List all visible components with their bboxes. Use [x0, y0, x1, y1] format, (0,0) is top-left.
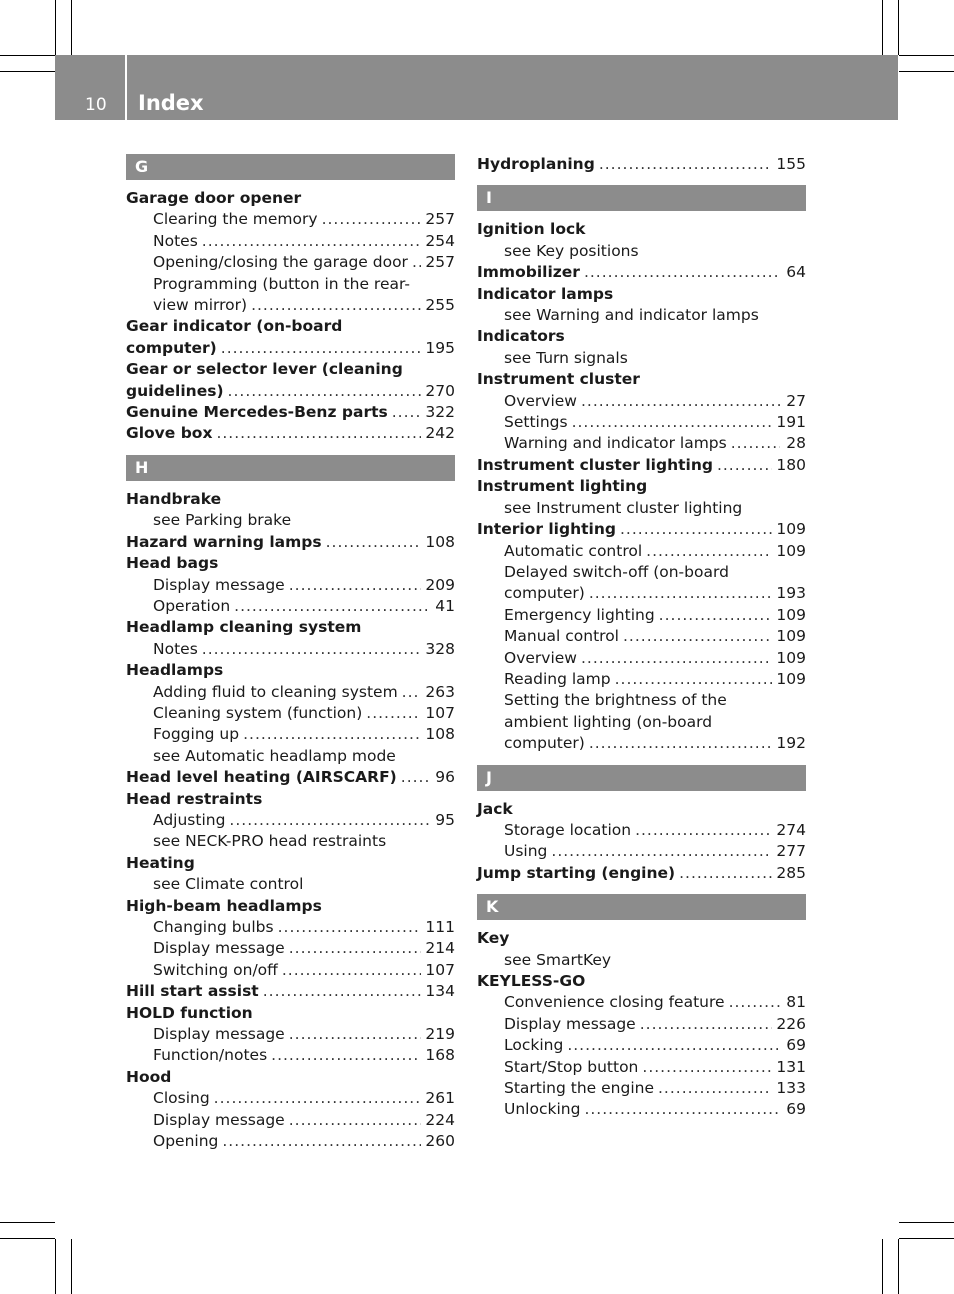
dot-leader — [243, 724, 421, 745]
index-entry-label: Head level heating (AIRSCARF) — [126, 768, 397, 787]
page-reference: 107 — [425, 703, 455, 722]
index-entry — [126, 617, 455, 638]
crop-mark — [0, 1238, 55, 1239]
dot-leader — [729, 992, 780, 1013]
index-entry — [477, 369, 806, 390]
index-entry-label: Hill start assist — [126, 982, 259, 1001]
index-subentry-text: see Key positions — [504, 241, 639, 260]
index-entry — [477, 605, 806, 626]
index-entry — [477, 562, 806, 583]
index-heading: Hood — [126, 1067, 172, 1086]
dot-leader — [635, 820, 772, 841]
index-heading: Ignition lock — [477, 220, 586, 239]
dot-leader — [642, 1057, 772, 1078]
page-reference: 254 — [425, 231, 455, 250]
dot-leader — [289, 1110, 422, 1131]
index-entry — [126, 553, 455, 574]
page-reference: 107 — [425, 960, 455, 979]
dot-leader — [412, 252, 421, 273]
index-entry-label: Immobilizer — [477, 263, 580, 282]
page-reference: 109 — [776, 541, 806, 560]
page-reference: 168 — [425, 1046, 455, 1065]
crop-mark — [55, 1239, 56, 1294]
index-subentry-text: see NECK-PRO head restraints — [153, 832, 387, 851]
page-reference: 257 — [425, 253, 455, 272]
section-letter-bar: G — [126, 154, 455, 180]
index-heading: HOLD function — [126, 1003, 253, 1022]
dot-leader — [289, 575, 422, 596]
index-column-left — [126, 154, 455, 1152]
index-subentry-text: see Parking brake — [153, 511, 292, 530]
index-entry — [126, 746, 455, 767]
index-heading: Heating — [126, 853, 195, 872]
index-entry-label: computer) — [504, 584, 585, 603]
index-entry — [477, 455, 806, 476]
index-heading: Gear or selector lever (cleaning — [126, 360, 403, 379]
page-reference: 81 — [786, 993, 806, 1012]
dot-leader — [366, 703, 421, 724]
dot-leader — [567, 1035, 780, 1056]
page-title: Index — [138, 91, 204, 115]
index-entry-label: Using — [504, 842, 548, 861]
dot-leader — [229, 810, 429, 831]
index-entry — [126, 853, 455, 874]
index-entry-label: Notes — [153, 231, 198, 250]
index-entry — [126, 188, 455, 209]
index-subentry-text: Delayed switch-off (on-board — [504, 562, 729, 581]
page-reference: 69 — [786, 1100, 806, 1119]
index-entry — [477, 326, 806, 347]
crop-mark — [55, 0, 56, 55]
index-entry — [477, 305, 806, 326]
index-entry-label: Automatic control — [504, 541, 643, 560]
dot-leader — [551, 841, 772, 862]
index-subentry-text: see Instrument cluster lighting — [504, 498, 743, 517]
index-entry-label: Instrument cluster lighting — [477, 455, 713, 474]
page-reference: 274 — [776, 820, 806, 839]
page-header — [55, 55, 898, 120]
index-entry — [126, 381, 455, 402]
index-entry-label: Hydroplaning — [477, 155, 595, 173]
index-entry — [477, 348, 806, 369]
index-entry — [477, 241, 806, 262]
page-reference: 260 — [425, 1132, 455, 1151]
index-subentry-text: see SmartKey — [504, 950, 612, 969]
index-heading: Instrument lighting — [477, 477, 648, 496]
dot-leader — [589, 583, 773, 604]
page-reference: 209 — [425, 575, 455, 594]
page-reference: 224 — [425, 1110, 455, 1129]
index-entry — [477, 1014, 806, 1035]
index-entry-label: Genuine Mercedes-Benz parts — [126, 403, 388, 422]
header-divider — [125, 55, 127, 120]
page-reference: 109 — [776, 605, 806, 624]
page-number: 10 — [85, 95, 107, 115]
dot-leader — [234, 596, 429, 617]
index-entry — [126, 639, 455, 660]
page-reference: 219 — [425, 1025, 455, 1044]
dot-leader — [640, 1014, 773, 1035]
dot-leader — [282, 960, 422, 981]
index-entry — [477, 433, 806, 454]
index-entry — [477, 648, 806, 669]
index-entry — [126, 274, 455, 295]
index-subentry-text: ambient lighting (on-board — [504, 712, 713, 731]
index-entry-label: computer) — [504, 734, 585, 753]
index-heading: Garage door opener — [126, 189, 302, 207]
dot-leader — [620, 519, 772, 540]
section-letter-bar: J — [477, 765, 806, 791]
index-entry-label: Warning and indicator lamps — [504, 434, 727, 453]
page-reference: 191 — [776, 413, 806, 432]
index-entry — [126, 682, 455, 703]
index-entry — [126, 938, 455, 959]
dot-leader — [214, 1088, 422, 1109]
index-entry — [477, 950, 806, 971]
index-entry-label: Notes — [153, 639, 198, 658]
index-entry — [477, 863, 806, 884]
index-entry-label: Closing — [153, 1089, 210, 1108]
index-entry — [477, 1057, 806, 1078]
dot-leader — [289, 938, 422, 959]
dot-leader — [615, 669, 773, 690]
dot-leader — [581, 648, 772, 669]
index-entry — [477, 583, 806, 604]
index-entry — [126, 316, 455, 337]
index-entry — [477, 219, 806, 240]
index-entry — [477, 669, 806, 690]
dot-leader — [731, 433, 780, 454]
index-entry — [126, 896, 455, 917]
index-entry-label: Glove box — [126, 424, 213, 443]
index-entry-label: Unlocking — [504, 1100, 581, 1119]
index-entry-label: computer) — [126, 338, 217, 357]
index-entry — [126, 209, 455, 230]
page-reference: 27 — [786, 391, 806, 410]
page-reference: 214 — [425, 939, 455, 958]
index-entry-label: Overview — [504, 648, 577, 667]
page-reference: 133 — [776, 1079, 806, 1098]
index-entry — [477, 284, 806, 305]
page-reference: 180 — [776, 455, 806, 474]
dot-leader — [623, 626, 772, 647]
dot-leader — [572, 412, 773, 433]
index-heading: Head restraints — [126, 789, 263, 808]
index-entry — [126, 767, 455, 788]
index-entry — [126, 1067, 455, 1088]
index-entry-label: Overview — [504, 391, 577, 410]
index-entry — [126, 960, 455, 981]
crop-mark — [899, 55, 954, 56]
section-letter-bar: I — [477, 185, 806, 211]
index-entry — [477, 841, 806, 862]
index-entry — [126, 489, 455, 510]
dot-leader — [584, 1099, 780, 1120]
index-subentry-text: see Climate control — [153, 875, 304, 894]
page-reference: 134 — [425, 982, 455, 1001]
crop-mark — [899, 71, 954, 72]
index-entry — [126, 874, 455, 895]
page-reference: 109 — [776, 520, 806, 539]
dot-leader — [271, 1045, 421, 1066]
index-entry — [126, 532, 455, 553]
crop-mark — [71, 1239, 72, 1294]
page-reference: 192 — [776, 734, 806, 753]
index-heading: Indicator lamps — [477, 284, 614, 303]
crop-mark — [899, 1222, 954, 1223]
page-reference: 285 — [776, 863, 806, 882]
index-entry-label: Hazard warning lamps — [126, 532, 322, 551]
index-heading: Handbrake — [126, 489, 222, 508]
dot-leader — [202, 231, 422, 252]
index-entry — [477, 733, 806, 754]
dot-leader — [216, 423, 421, 444]
index-heading: Indicators — [477, 327, 565, 346]
dot-leader — [401, 767, 429, 788]
index-entry-label: Manual control — [504, 627, 619, 646]
page-reference: 270 — [425, 381, 455, 400]
index-entry — [126, 1131, 455, 1152]
crop-mark — [882, 0, 883, 55]
index-entry — [477, 626, 806, 647]
page-reference: 195 — [425, 338, 455, 357]
crop-mark — [882, 1239, 883, 1294]
index-subentry-text: Setting the brightness of the — [504, 691, 727, 710]
crop-mark — [0, 1222, 55, 1223]
index-entry-label: Display message — [153, 939, 285, 958]
index-entry-label: Interior lighting — [477, 520, 616, 539]
index-entry — [126, 338, 455, 359]
index-heading: Headlamp cleaning system — [126, 618, 362, 637]
dot-leader — [289, 1024, 422, 1045]
index-entry-label: Opening — [153, 1132, 219, 1151]
dot-leader — [658, 1078, 772, 1099]
index-entry — [126, 1045, 455, 1066]
index-entry — [126, 1110, 455, 1131]
index-entry — [126, 1003, 455, 1024]
index-entry — [126, 1088, 455, 1109]
index-entry — [477, 992, 806, 1013]
index-entry-label: Cleaning system (function) — [153, 703, 363, 722]
index-entry-label: Storage location — [504, 820, 632, 839]
crop-mark — [899, 1238, 954, 1239]
index-entry — [126, 252, 455, 273]
page-reference: 111 — [425, 918, 455, 936]
index-entry-label: Jump starting (engine) — [477, 863, 676, 882]
index-entry — [126, 359, 455, 380]
index-entry — [126, 231, 455, 252]
index-entry-label: Adjusting — [153, 810, 226, 829]
dot-leader — [402, 682, 422, 703]
index-entry — [477, 262, 806, 283]
index-entry — [477, 1099, 806, 1120]
index-subentry-text: see Turn signals — [504, 348, 628, 367]
page-reference: 108 — [425, 725, 455, 744]
index-subentry-text: see Warning and indicator lamps — [504, 306, 759, 325]
dot-leader — [278, 917, 422, 938]
dot-leader — [322, 209, 422, 230]
dot-leader — [392, 402, 422, 423]
page-reference: 226 — [776, 1014, 806, 1033]
index-entry-label: Convenience closing feature — [504, 993, 725, 1012]
page-reference: 109 — [776, 648, 806, 667]
index-entry-label: Opening/closing the garage door — [153, 253, 408, 272]
index-heading: Head bags — [126, 554, 219, 573]
index-entry-label: Operation — [153, 596, 231, 615]
index-entry-label: Fogging up — [153, 725, 240, 744]
page-reference: 257 — [425, 210, 455, 229]
index-entry-label: Locking — [504, 1036, 564, 1055]
index-entry — [477, 541, 806, 562]
page-reference: 28 — [786, 434, 806, 453]
crop-mark — [0, 71, 55, 72]
index-heading: KEYLESS-GO — [477, 972, 586, 990]
dot-leader — [251, 295, 421, 316]
index-entry — [126, 575, 455, 596]
dot-leader — [581, 391, 780, 412]
section-letter-bar: K — [477, 894, 806, 920]
page-reference: 109 — [776, 669, 806, 688]
index-entry — [477, 1078, 806, 1099]
index-entry-label: Clearing the memory — [153, 210, 318, 229]
page-reference: 242 — [425, 424, 455, 443]
index-entry-label: Start/Stop button — [504, 1057, 639, 1076]
index-entry — [477, 820, 806, 841]
page-reference: 263 — [425, 682, 455, 701]
dot-leader — [202, 639, 422, 660]
index-entry — [126, 423, 455, 444]
dot-leader — [326, 532, 422, 553]
index-entry — [477, 391, 806, 412]
index-entry-label: Changing bulbs — [153, 918, 274, 936]
index-heading: High-beam headlamps — [126, 896, 322, 915]
page-reference: 96 — [435, 768, 455, 787]
crop-mark — [71, 0, 72, 55]
index-entry — [477, 519, 806, 540]
section-letter-bar: H — [126, 455, 455, 481]
index-heading: Gear indicator (on-board — [126, 317, 343, 336]
index-entry — [477, 476, 806, 497]
index-subentry-text: Programming (button in the rear- — [153, 274, 410, 293]
dot-leader — [222, 1131, 421, 1152]
crop-mark — [898, 1239, 899, 1294]
index-heading: Instrument cluster — [477, 370, 640, 389]
index-entry — [477, 154, 806, 175]
page-reference: 95 — [435, 810, 455, 829]
page-reference: 255 — [425, 296, 455, 315]
index-subentry-text: see Automatic headlamp mode — [153, 746, 396, 765]
index-column-right — [477, 154, 806, 1121]
dot-leader — [589, 733, 773, 754]
index-heading: Headlamps — [126, 661, 224, 680]
page-reference: 108 — [425, 532, 455, 551]
index-entry-label: Display message — [153, 1110, 285, 1129]
index-entry — [126, 402, 455, 423]
page-reference: 277 — [776, 842, 806, 861]
index-entry — [126, 981, 455, 1002]
index-entry — [126, 703, 455, 724]
index-entry-label: view mirror) — [153, 296, 248, 315]
index-entry-label: Emergency lighting — [504, 605, 655, 624]
page-reference: 69 — [786, 1036, 806, 1055]
dot-leader — [584, 262, 780, 283]
index-heading: Key — [477, 929, 510, 948]
page-reference: 109 — [776, 627, 806, 646]
dot-leader — [228, 381, 422, 402]
index-entry-label: Function/notes — [153, 1046, 268, 1065]
index-entry — [126, 917, 455, 938]
index-entry-label: Reading lamp — [504, 669, 611, 688]
index-heading: Jack — [477, 799, 513, 818]
page-reference: 131 — [776, 1057, 806, 1076]
index-entry — [126, 660, 455, 681]
dot-leader — [659, 605, 773, 626]
index-entry-label: guidelines) — [126, 381, 224, 400]
index-entry — [126, 510, 455, 531]
page-reference: 41 — [435, 596, 455, 615]
page-reference: 322 — [425, 403, 455, 422]
dot-leader — [599, 154, 773, 175]
index-entry-label: Display message — [504, 1014, 636, 1033]
index-entry-label: Switching on/off — [153, 960, 278, 979]
index-entry — [126, 295, 455, 316]
page-reference: 261 — [425, 1089, 455, 1108]
index-entry — [126, 810, 455, 831]
index-entry — [477, 690, 806, 711]
index-entry — [477, 1035, 806, 1056]
index-entry — [126, 1024, 455, 1045]
index-entry-label: Settings — [504, 413, 568, 432]
index-entry-label: Display message — [153, 1025, 285, 1044]
dot-leader — [221, 338, 422, 359]
crop-mark — [0, 55, 55, 56]
index-entry — [477, 928, 806, 949]
dot-leader — [646, 541, 772, 562]
index-entry — [126, 596, 455, 617]
crop-mark — [898, 0, 899, 55]
page-reference: 155 — [776, 155, 806, 173]
index-entry-label: Adding fluid to cleaning system — [153, 682, 398, 701]
page-reference: 193 — [776, 584, 806, 603]
index-entry — [477, 712, 806, 733]
index-entry — [126, 724, 455, 745]
index-entry-label: Starting the engine — [504, 1079, 654, 1098]
page-reference: 64 — [786, 263, 806, 282]
index-entry — [477, 498, 806, 519]
index-entry-label: Display message — [153, 575, 285, 594]
index-entry — [477, 799, 806, 820]
index-entry — [126, 831, 455, 852]
index-entry — [477, 971, 806, 992]
index-entry — [126, 789, 455, 810]
dot-leader — [717, 455, 772, 476]
dot-leader — [679, 863, 772, 884]
index-entry — [477, 412, 806, 433]
page-reference: 328 — [425, 639, 455, 658]
dot-leader — [263, 981, 422, 1002]
